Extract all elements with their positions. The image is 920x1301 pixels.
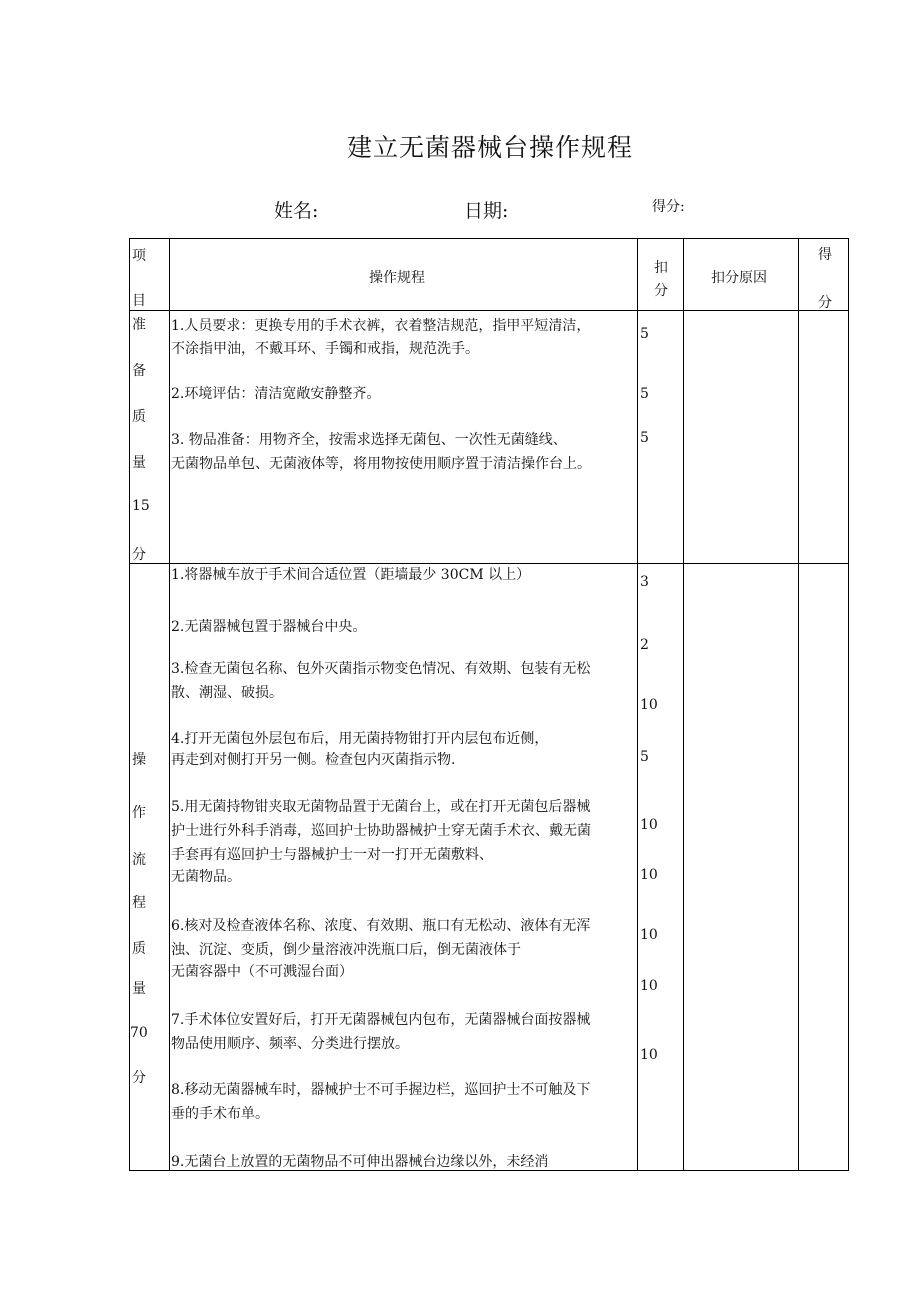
header-item-top: 项 <box>132 248 146 264</box>
procedure-table <box>129 238 849 1171</box>
section-label-char: 操 <box>132 752 146 768</box>
procedure-line: 不涂指甲油，不戴耳环、手镯和戒指，规范洗手。 <box>171 341 479 357</box>
date-label: 日期: <box>464 200 509 222</box>
header-deduct-bottom: 分 <box>654 283 668 299</box>
deduct-points: 10 <box>640 867 658 883</box>
procedure-line: 3. 物品准备：用物齐全，按需求选择无菌包、一次性无菌缝线、 <box>171 432 567 448</box>
procedure-line: 6.核对及检查液体名称、浓度、有效期、瓶口有无松动、液体有无浑 <box>171 918 591 934</box>
deduct-points: 5 <box>640 326 649 342</box>
procedure-line: 3.检查无菌包名称、包外灭菌指示物变色情况、有效期、包装有无松 <box>171 661 591 677</box>
procedure-line: 手套再有巡回护士与器械护士一对一打开无菌敷料、 <box>171 847 493 863</box>
deduct-points: 10 <box>640 817 658 833</box>
header-divider <box>129 310 849 311</box>
header-score-top: 得 <box>818 247 832 263</box>
deduct-points: 10 <box>640 1047 658 1063</box>
section-label-char: 质 <box>132 409 146 425</box>
header-reason: 扣分原因 <box>711 270 767 286</box>
procedure-line: 9.无菌台上放置的无菌物品不可伸出器械台边缘以外，未经消 <box>171 1154 549 1170</box>
procedure-line: 浊、沉淀、变质，倒少量溶液冲洗瓶口后，倒无菌液体于 <box>171 942 521 958</box>
header-item-bottom: 目 <box>132 293 146 309</box>
header-deduct-top: 扣 <box>654 260 668 276</box>
procedure-line: 物品使用顺序、频率、分类进行摆放。 <box>171 1036 409 1052</box>
procedure-line: 2.环境评估：清洁宽敞安静整齐。 <box>171 386 381 402</box>
section-label-char: 准 <box>132 317 146 333</box>
table-border-right <box>848 238 849 1171</box>
col-divider-reason <box>798 238 799 1171</box>
procedure-line: 8.移动无菌器械车时，器械护士不可手握边栏，巡回护士不可触及下 <box>171 1082 591 1098</box>
deduct-points: 5 <box>640 386 649 402</box>
deduct-points: 5 <box>640 430 649 446</box>
procedure-line: 再走到对侧打开另一侧。检查包内灭菌指示物. <box>171 752 456 768</box>
deduct-points: 3 <box>640 574 649 590</box>
procedure-line: 散、潮湿、破损。 <box>171 685 283 701</box>
name-label: 姓名: <box>274 200 319 222</box>
section-label-char: 质 <box>132 941 146 957</box>
procedure-line: 无菌容器中（不可溅湿台面） <box>171 964 353 980</box>
section-label-char: 量 <box>132 981 146 997</box>
procedure-line: 无菌物品。 <box>171 869 241 885</box>
col-divider-item <box>169 238 170 1171</box>
procedure-line: 垂的手术布单。 <box>171 1106 269 1122</box>
section-label-char: 作 <box>132 805 146 821</box>
procedure-line: 7.手术体位安置好后，打开无菌器械包内包布，无菌器械台面按器械 <box>171 1012 591 1028</box>
section-label-char: 分 <box>132 1070 146 1086</box>
page-title: 建立无菌器械台操作规程 <box>346 133 633 162</box>
section-label-char: 70 <box>130 1025 148 1041</box>
section-label-char: 备 <box>132 363 146 379</box>
procedure-line: 无菌物品单包、无菌液体等，将用物按使用顺序置于清洁操作台上。 <box>171 456 591 472</box>
procedure-line: 护士进行外科手消毒，巡回护士协助器械护士穿无菌手术衣、戴无菌 <box>171 823 591 839</box>
procedure-line: 1.人员要求：更换专用的手术衣裤，衣着整洁规范，指甲平短清洁， <box>171 318 591 334</box>
section-label-char: 量 <box>132 455 146 471</box>
procedure-line: 1.将器械车放于手术间合适位置（距墙最少 30CM 以上） <box>171 567 531 583</box>
deduct-points: 10 <box>640 927 658 943</box>
section-label-char: 分 <box>132 547 146 563</box>
header-score-bottom: 分 <box>818 295 832 311</box>
section-label-char: 程 <box>132 895 146 911</box>
procedure-line: 4.打开无菌包外层包布后，用无菌持物钳打开内层包布近侧， <box>171 731 549 747</box>
col-divider-procedure <box>637 238 638 1171</box>
section-label-char: 流 <box>132 852 146 868</box>
deduct-points: 5 <box>640 749 649 765</box>
procedure-line: 2.无菌器械包置于器械台中央。 <box>171 619 367 635</box>
table-border-top <box>129 238 849 239</box>
procedure-line: 5.用无菌持物钳夹取无菌物品置于无菌台上，或在打开无菌包后器械 <box>171 799 591 815</box>
section-label-char: 15 <box>132 498 150 514</box>
deduct-points: 2 <box>640 637 649 653</box>
deduct-points: 10 <box>640 978 658 994</box>
col-divider-deduct <box>683 238 684 1171</box>
score-label: 得分: <box>652 199 685 215</box>
deduct-points: 10 <box>640 697 658 713</box>
header-procedure: 操作规程 <box>369 270 425 286</box>
